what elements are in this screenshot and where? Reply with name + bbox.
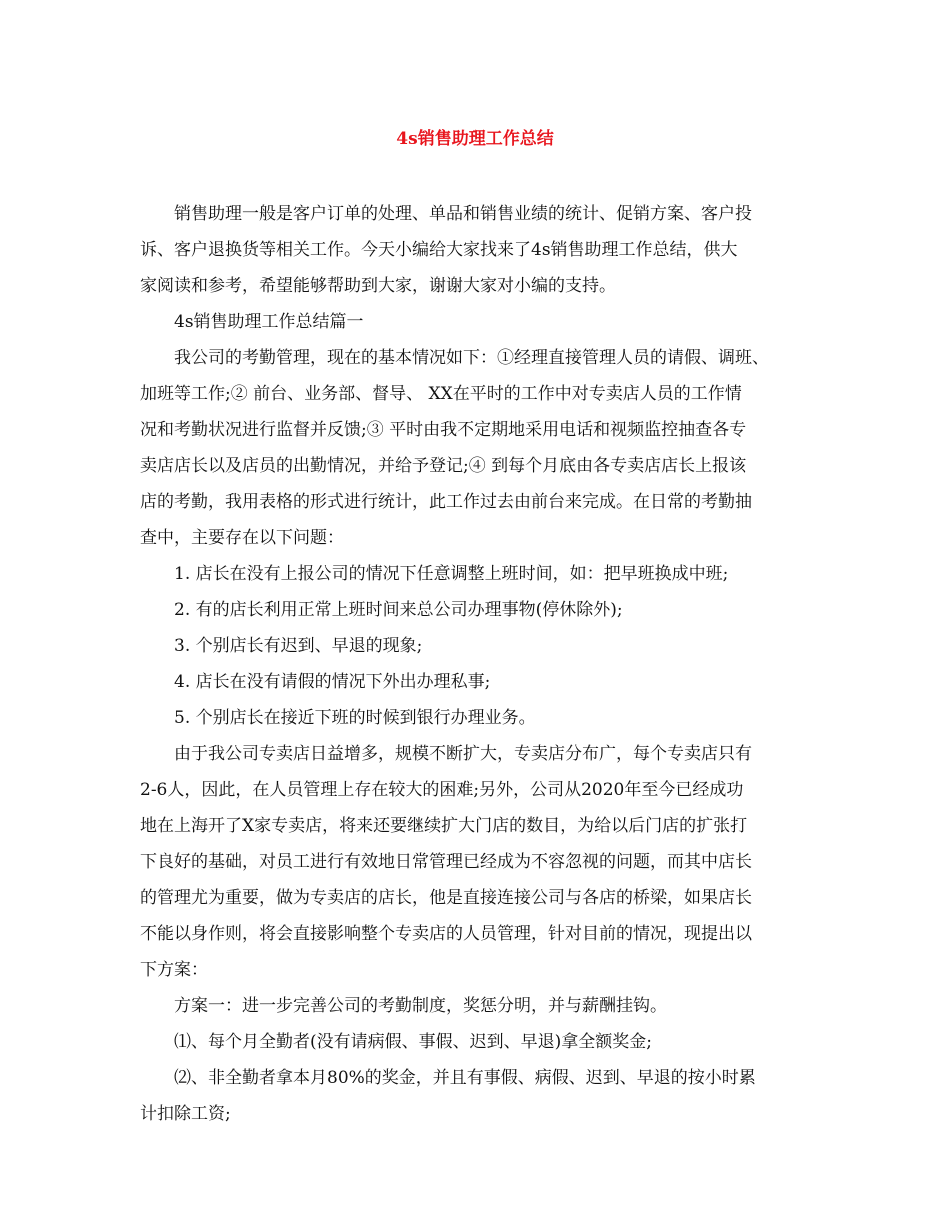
document-body	[140, 196, 816, 1132]
problem-item: 3. 个别店长有迟到、早退的现象;	[174, 636, 423, 656]
document-title: 4s销售助理工作总结	[396, 129, 554, 149]
plan-item: ⑴、每个月全勤者(没有请病假、事假、迟到、早退)拿全额奖金;	[174, 1032, 652, 1052]
attendance-line: 我公司的考勤管理，现在的基本情况如下：①经理直接管理人员的请假、调班、	[174, 348, 769, 368]
plan-item-continuation: 计扣除工资;	[140, 1104, 231, 1124]
intro-line: 销售助理一般是客户订单的处理、单品和销售业绩的统计、促销方案、客户投	[174, 204, 752, 224]
problem-item: 5. 个别店长在接近下班的时候到银行办理业务。	[174, 708, 536, 728]
intro-line: 家阅读和参考，希望能够帮助到大家，谢谢大家对小编的支持。	[140, 276, 616, 296]
plan-one: 方案一：进一步完善公司的考勤制度，奖惩分明，并与薪酬挂钩。	[174, 996, 667, 1016]
attendance-line: 加班等工作;② 前台、业务部、督导、 XX在平时的工作中对专卖店人员的工作情	[140, 384, 742, 404]
section-heading: 4s销售助理工作总结篇一	[174, 312, 364, 332]
analysis-line: 不能以身作则，将会直接影响整个专卖店的人员管理，针对目前的情况，现提出以	[140, 924, 752, 944]
problem-item: 2. 有的店长利用正常上班时间来总公司办理事物(停休除外);	[174, 600, 623, 620]
attendance-line: 卖店店长以及店员的出勤情况，并给予登记;④ 到每个月底由各专卖店店长上报该	[140, 456, 747, 476]
intro-line: 诉、客户退换货等相关工作。今天小编给大家找来了4s销售助理工作总结，供大	[140, 240, 738, 260]
attendance-line: 店的考勤，我用表格的形式进行统计，此工作过去由前台来完成。在日常的考勤抽	[140, 492, 752, 512]
analysis-line: 下方案：	[140, 960, 208, 980]
analysis-line: 的管理尤为重要，做为专卖店的店长，他是直接连接公司与各店的桥梁，如果店长	[140, 888, 752, 908]
problem-item: 4. 店长在没有请假的情况下外出办理私事;	[174, 672, 491, 692]
analysis-line: 下良好的基础，对员工进行有效地日常管理已经成为不容忽视的问题，而其中店长	[140, 852, 752, 872]
plan-item: ⑵、非全勤者拿本月80%的奖金，并且有事假、病假、迟到、早退的按小时累	[174, 1068, 756, 1088]
problem-item: 1. 店长在没有上报公司的情况下任意调整上班时间，如：把早班换成中班;	[174, 564, 729, 584]
attendance-line: 况和考勤状况进行监督并反馈;③ 平时由我不定期地采用电话和视频监控抽查各专	[140, 420, 747, 440]
analysis-line: 地在上海开了X家专卖店，将来还要继续扩大门店的数目，为给以后门店的扩张打	[140, 816, 748, 836]
analysis-line: 由于我公司专卖店日益增多，规模不断扩大，专卖店分布广，每个专卖店只有	[174, 744, 752, 764]
attendance-line: 查中，主要存在以下问题：	[140, 528, 344, 548]
analysis-line: 2-6人，因此，在人员管理上存在较大的困难;另外，公司从2020年至今已经成功	[140, 780, 744, 800]
